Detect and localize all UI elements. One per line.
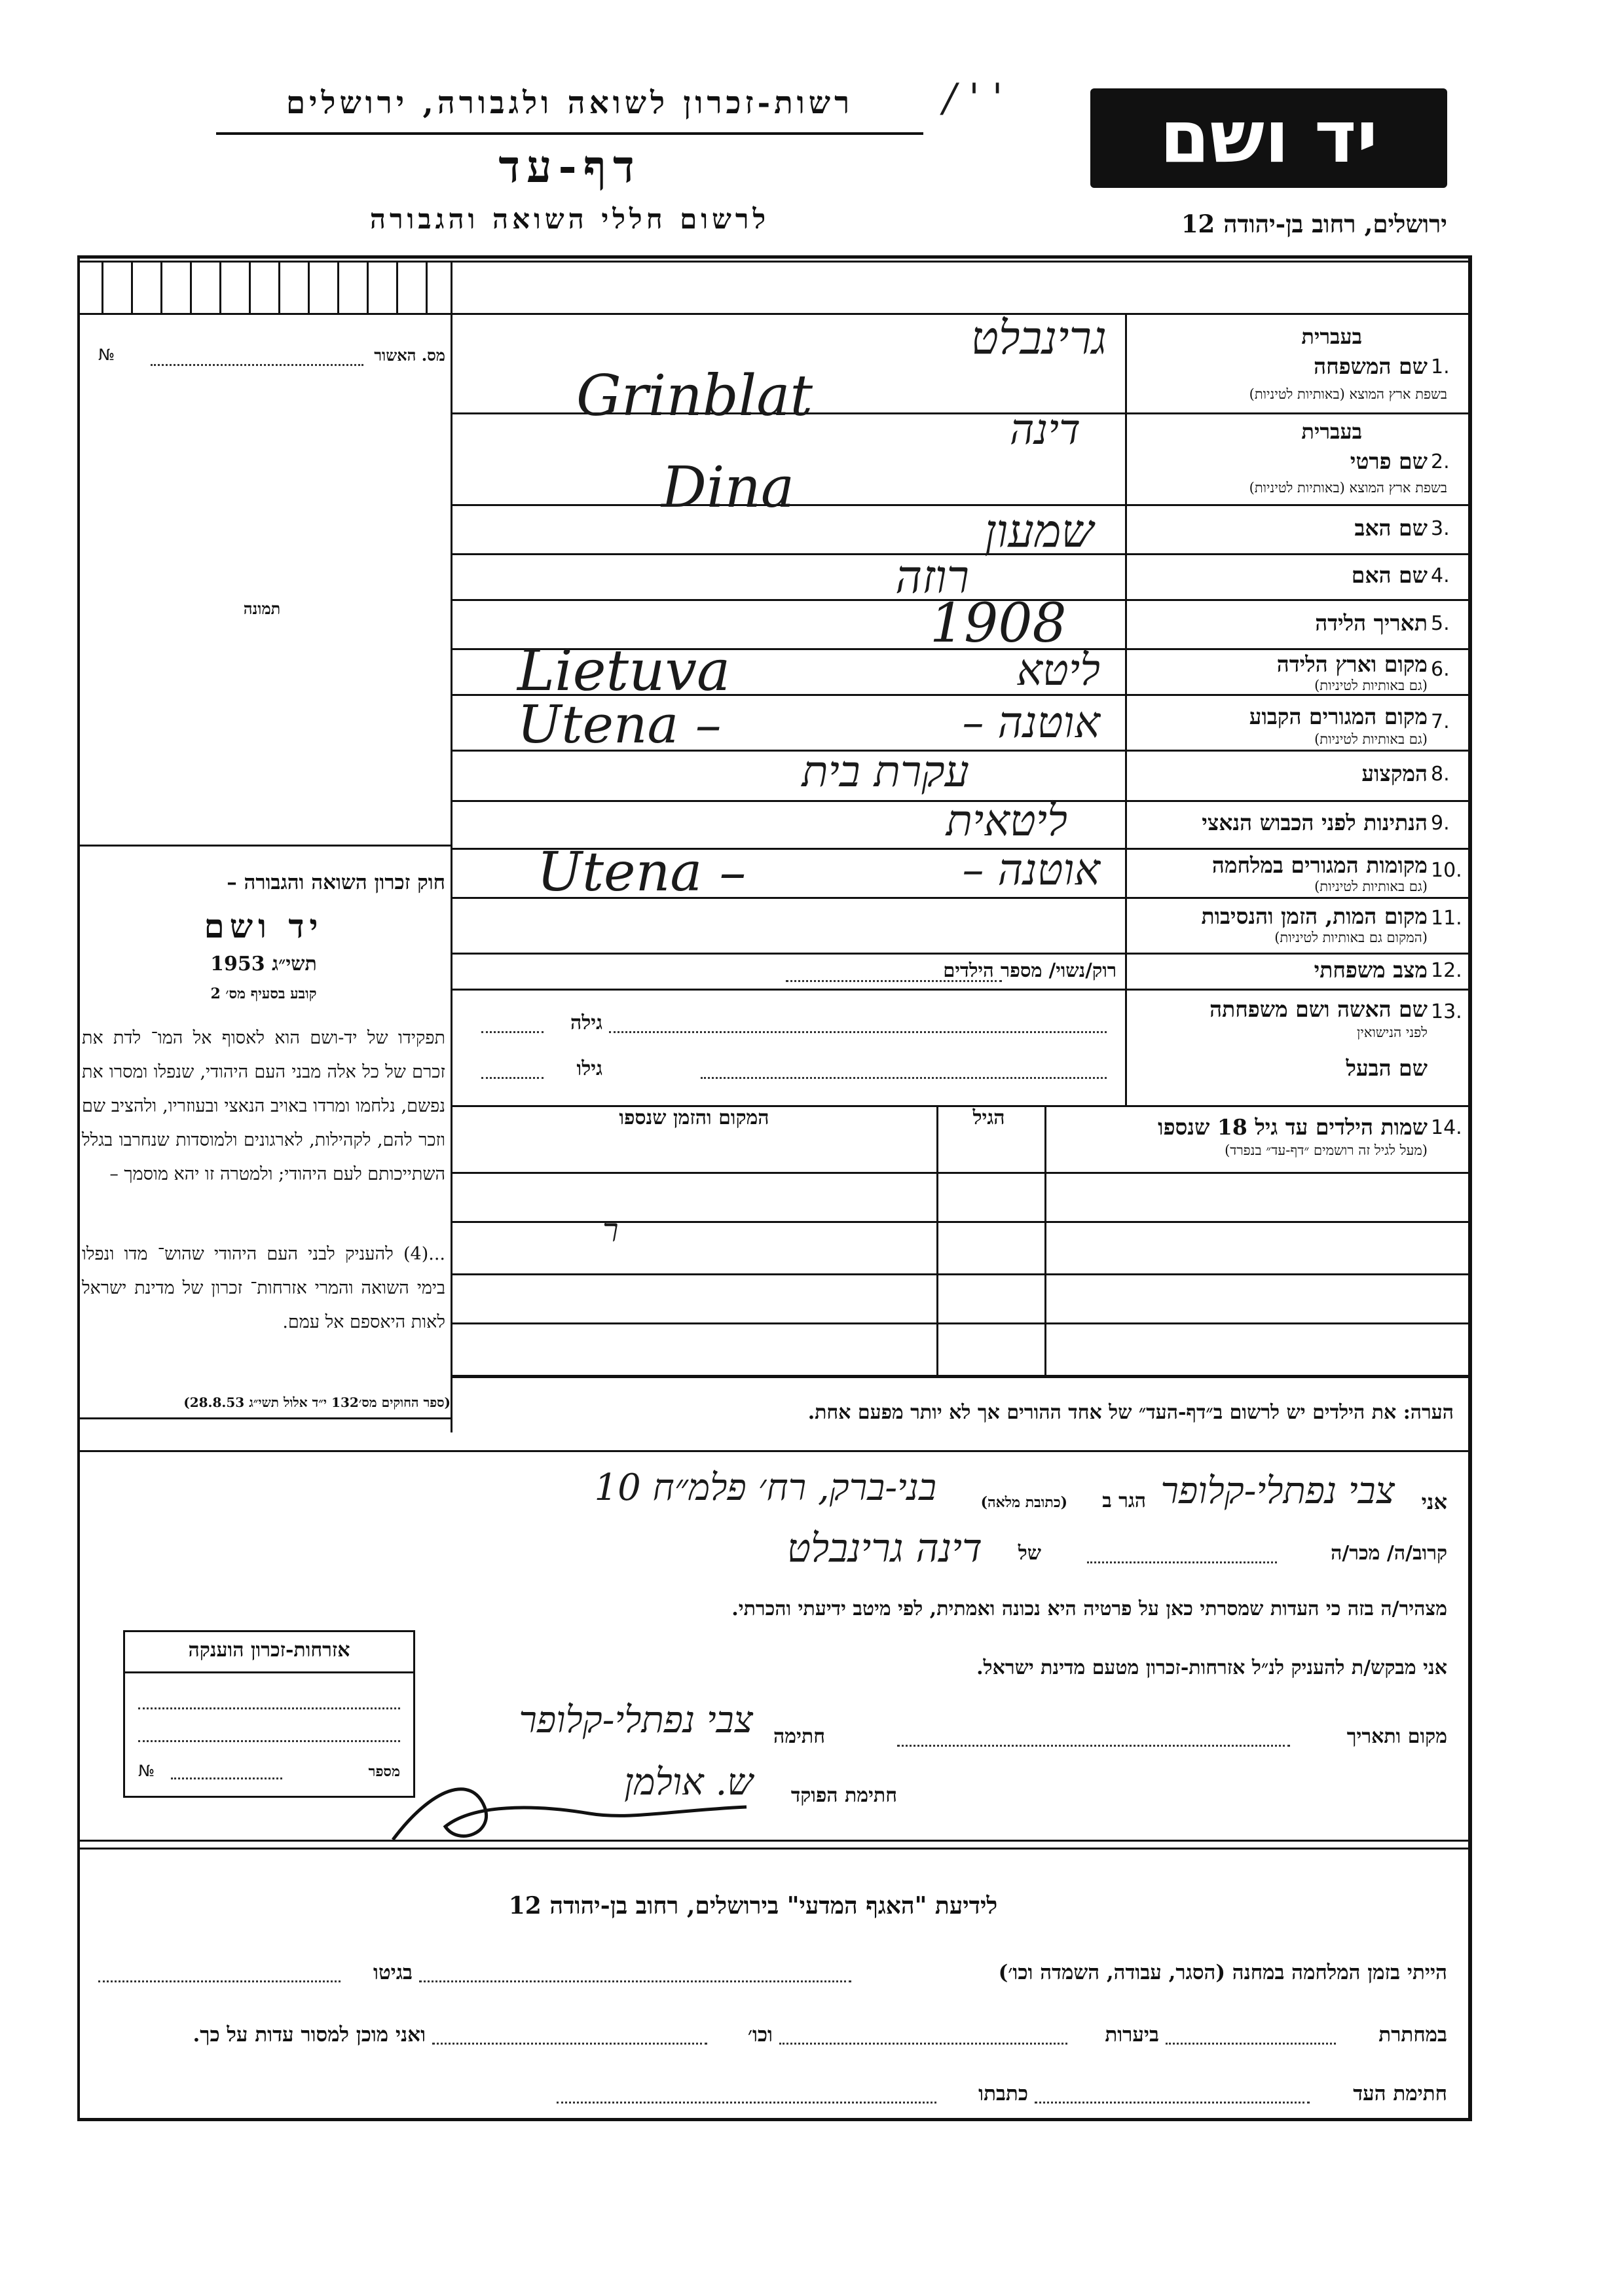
footer-line2-a: במחתרת [1378, 2023, 1447, 2047]
address: ירושלים, רחוב בן-יהודה 12 [1181, 210, 1447, 238]
field-13-sub: לפני הנישואין [1357, 1025, 1428, 1040]
field-6-sub: (גם באותיות לטיניות) [1314, 678, 1428, 693]
law-clause: קובע בסעיף מס׳ 2 [210, 985, 317, 1002]
field-9-num: 9. [1431, 812, 1450, 835]
footer-forests-field[interactable] [779, 2043, 1067, 2045]
field-10-sub: (גם באותיות לטיניות) [1314, 879, 1428, 894]
decl-i-label: אני [1421, 1489, 1447, 1514]
field-5-value[interactable]: 1908 [930, 592, 1067, 655]
field-11-sub: (המקום גם באותיות לטיניות) [1274, 930, 1428, 945]
decl-place-date-field[interactable] [897, 1745, 1290, 1747]
footer-line3-a: חתימת העד [1353, 2082, 1447, 2105]
field-4-label: שם האם [1351, 562, 1428, 588]
field-8-value[interactable]: עקרת בית [802, 746, 969, 797]
corner-mark: / ' ' [943, 75, 1003, 121]
decl-officer-label: חתימת הפוקד [790, 1784, 897, 1807]
field-1-latin-value[interactable]: Grinblat [576, 363, 813, 429]
field-5-num: 5. [1431, 612, 1450, 635]
footer-line1-b: בגיטו [373, 1961, 413, 1984]
field-7-latin-value[interactable]: Utena – [517, 694, 722, 755]
field-12-value[interactable]: רוק/נשוי/ מספר הילדים [943, 959, 1116, 981]
field-1-num: 1. [1431, 355, 1450, 378]
law-text-2: ...(4) להעניק לבני העם היהודי שהוש־ מדו ונפלו בימי השואה והמרי אזרחות־ זכרון של מדינת ישראל לאות היאספם אל עמם. [82, 1244, 445, 1332]
decl-address-value[interactable]: בני-ברק, רח׳ פלמ״ח 10 [594, 1467, 936, 1509]
law-year: תשי״ג 1953 [210, 953, 317, 975]
footer-line2-c: וכו׳ [747, 2023, 773, 2047]
approval-number-field[interactable] [151, 364, 363, 366]
field-2-latin-value[interactable]: Dina [661, 455, 795, 520]
field-9-value[interactable]: ליטאית [946, 795, 1067, 846]
field-3-value[interactable]: שמעון [984, 504, 1094, 558]
field-2-hebrew-value[interactable]: דינה [1009, 406, 1080, 454]
field-5-label: תאריך הלידה [1315, 610, 1428, 636]
decl-of-value[interactable]: דינה גרינבלט [786, 1525, 982, 1571]
decl-signature-label: חתימה [773, 1725, 825, 1748]
footer-witness-signature-field[interactable] [1035, 2102, 1310, 2104]
citizenship-number-label: מספר [368, 1763, 400, 1780]
field-11-label: מקום המות, הזמן והנסיבות [1201, 903, 1428, 929]
field-6-label: מקום וארץ הלידה [1276, 651, 1428, 677]
field-7-label: מקום המגורים הקבוע [1249, 704, 1428, 729]
field-9-label: הנתינות לפני הכבוש הנאצי [1202, 810, 1428, 835]
footer-address-field[interactable] [557, 2102, 936, 2104]
field-2-label: שם פרטי [1350, 448, 1428, 474]
wife-age-label: גילה [570, 1011, 602, 1034]
wife-age-field[interactable] [481, 1031, 544, 1033]
field-8-num: 8. [1431, 763, 1450, 786]
field-1-hebrew-value[interactable]: גרינבלט [970, 311, 1107, 365]
approval-label: מס. האשור [374, 346, 445, 365]
field-2-num: 2. [1431, 450, 1450, 473]
field-10-num: 10. [1431, 859, 1462, 882]
field-12-label: מצב משפחתי [1314, 957, 1428, 983]
officer-signature-stroke [380, 1761, 773, 1853]
field-6-num: 6. [1431, 658, 1450, 681]
decl-of-label: של [1018, 1542, 1041, 1565]
field-13-num: 13. [1431, 1000, 1462, 1023]
footer-line1-a: הייתי בזמן המלחמה במחנה (הסגר, עבודה, השמדה וכו׳) [998, 1961, 1447, 1984]
field-11-num: 11. [1431, 907, 1462, 930]
wife-name-field[interactable] [609, 1031, 1107, 1033]
law-text-1: תפקידו של יד-ושם הוא לאסוף אל המו־ לדת את זכרם של כל אלה מבני העם היהודי, שנפלו ומסרו את נפשם, נלחמו ומרדו באויב הנאצי ובעוזריו, ולהציב שם וזכר להם, לקהילות, לארגונים ולמוסדות שנחרבו בגלל השתייכותם לעם היהודי; ולמטרה זו יהא מוסמך – [82, 1028, 445, 1184]
field-1-sub: בשפת ארץ המוצא (באותיות לטיניות) [1249, 386, 1447, 402]
authority-name: רשות-זכרון לשואה ולגבורה, ירושלים [286, 85, 854, 121]
field-4-value[interactable]: רוזה [895, 550, 969, 604]
form-title: דף-עד [498, 141, 641, 193]
husband-label: שם הבעל [1346, 1055, 1428, 1081]
footer-line2-d: ואני מוכן למסור עדות על כך. [193, 2023, 426, 2047]
husband-age-label: גילו [576, 1057, 602, 1080]
decl-i-value[interactable]: צבי נפתלי-קלופר [1160, 1470, 1395, 1512]
footer-underground-field[interactable] [1166, 2043, 1336, 2045]
decl-officer-value[interactable]: ש. אולמן [624, 1761, 753, 1804]
field-12-num: 12. [1431, 959, 1462, 982]
children-note: הערה: את הילדים יש לרשום ב״דף-העד״ של אחד ההורים אך לא יותר מפעם אחת. [807, 1401, 1454, 1424]
yad-vashem-logo [1090, 88, 1447, 188]
field-3-num: 3. [1431, 517, 1450, 540]
decl-full-address-label: (כתובת מלאה) [980, 1494, 1067, 1511]
citizenship-box [123, 1630, 415, 1798]
field-7-num: 7. [1431, 710, 1450, 733]
logo-text: יד ושם [1159, 95, 1378, 179]
footer-ghetto-field[interactable] [98, 1980, 341, 1982]
children-mark: ר [602, 1211, 619, 1249]
field-2-sub: בשפת ארץ המוצא (באותיות לטיניות) [1249, 480, 1447, 496]
decl-place-date-label: מקום ותאריך [1346, 1725, 1447, 1748]
field-10-value[interactable]: אוטנה – [962, 845, 1100, 895]
children-age-header: הגיל [972, 1106, 1005, 1129]
children-label: שמות הילדים עד גיל 18 שנספו [1158, 1114, 1428, 1140]
approval-number-sign: № [98, 346, 115, 364]
decl-statement: מצהיר/ה בזה כי העדות שמסרתי כאן על פרטיה היא נכונה ואמתית, לפי מיטב ידיעתי והכרתי. [731, 1597, 1447, 1620]
decl-resides-label: הגר ב [1102, 1489, 1146, 1512]
field-6-value[interactable]: ליטא [1016, 645, 1100, 695]
citizenship-title: אזרחות-זכרון הוענקה [188, 1639, 350, 1662]
law-title: חוק זכרון השואה והגבורה – [227, 871, 445, 894]
field-4-num: 4. [1431, 564, 1450, 587]
law-source: (ספר החוקים מס׳132 י״ד אלול תשי״ג 28.8.53) [183, 1394, 451, 1410]
field-13-label: שם האשה ושם משפחתה [1209, 996, 1428, 1022]
decl-relation-label: קרוב/ה/ מכר/ה [1331, 1542, 1447, 1565]
children-place-header: המקום והזמן שנספו [619, 1106, 769, 1129]
field-1-label: שם המשפחה [1314, 354, 1428, 379]
decl-signature-value[interactable]: צבי נפתלי-קלופר [519, 1699, 753, 1741]
footer-title: לידיעת "האגף המדעי" בירושלים, רחוב בן-יהודה 12 [508, 1892, 998, 1920]
field-7-sub: (גם באותיות לטיניות) [1314, 731, 1428, 747]
footer-camp-field[interactable] [419, 1980, 851, 1982]
form-subtitle: לרשום חללי השואה והגבורה [369, 203, 770, 235]
law-name: יד ושם [204, 907, 323, 945]
husband-name-field[interactable] [701, 1077, 1107, 1079]
field-7-value[interactable]: אוטנה – [962, 697, 1100, 748]
field-8-label: המקצוע [1361, 761, 1428, 786]
citizenship-number-field[interactable] [171, 1777, 282, 1779]
footer-line2-b: ביערות [1105, 2023, 1159, 2047]
decl-request: אני מבקש/ת להעניק לנ״ל אזרחות-זכרון מטעם מדינת ישראל. [976, 1656, 1447, 1679]
field-1-lang: בעברית [1301, 324, 1362, 349]
children-sub: (מעל לגיל זה רושמים ״דף-עד״ בנפרד) [1225, 1142, 1428, 1158]
husband-age-field[interactable] [481, 1077, 544, 1079]
field-2-lang: בעברית [1301, 419, 1362, 444]
photo-label: תמונה [243, 599, 281, 618]
footer-line3-b: כתבתו [978, 2082, 1028, 2105]
field-6-latin-value[interactable]: Lietuva [517, 638, 731, 704]
field-10-label: מקומות המגורים במלחמה [1211, 852, 1428, 878]
children-num: 14. [1431, 1116, 1462, 1139]
header-underline [216, 132, 923, 135]
field-10-latin-value[interactable]: Utena – [537, 841, 747, 903]
field-3-label: שם האב [1354, 515, 1428, 541]
citizenship-number-sign: № [138, 1762, 155, 1780]
